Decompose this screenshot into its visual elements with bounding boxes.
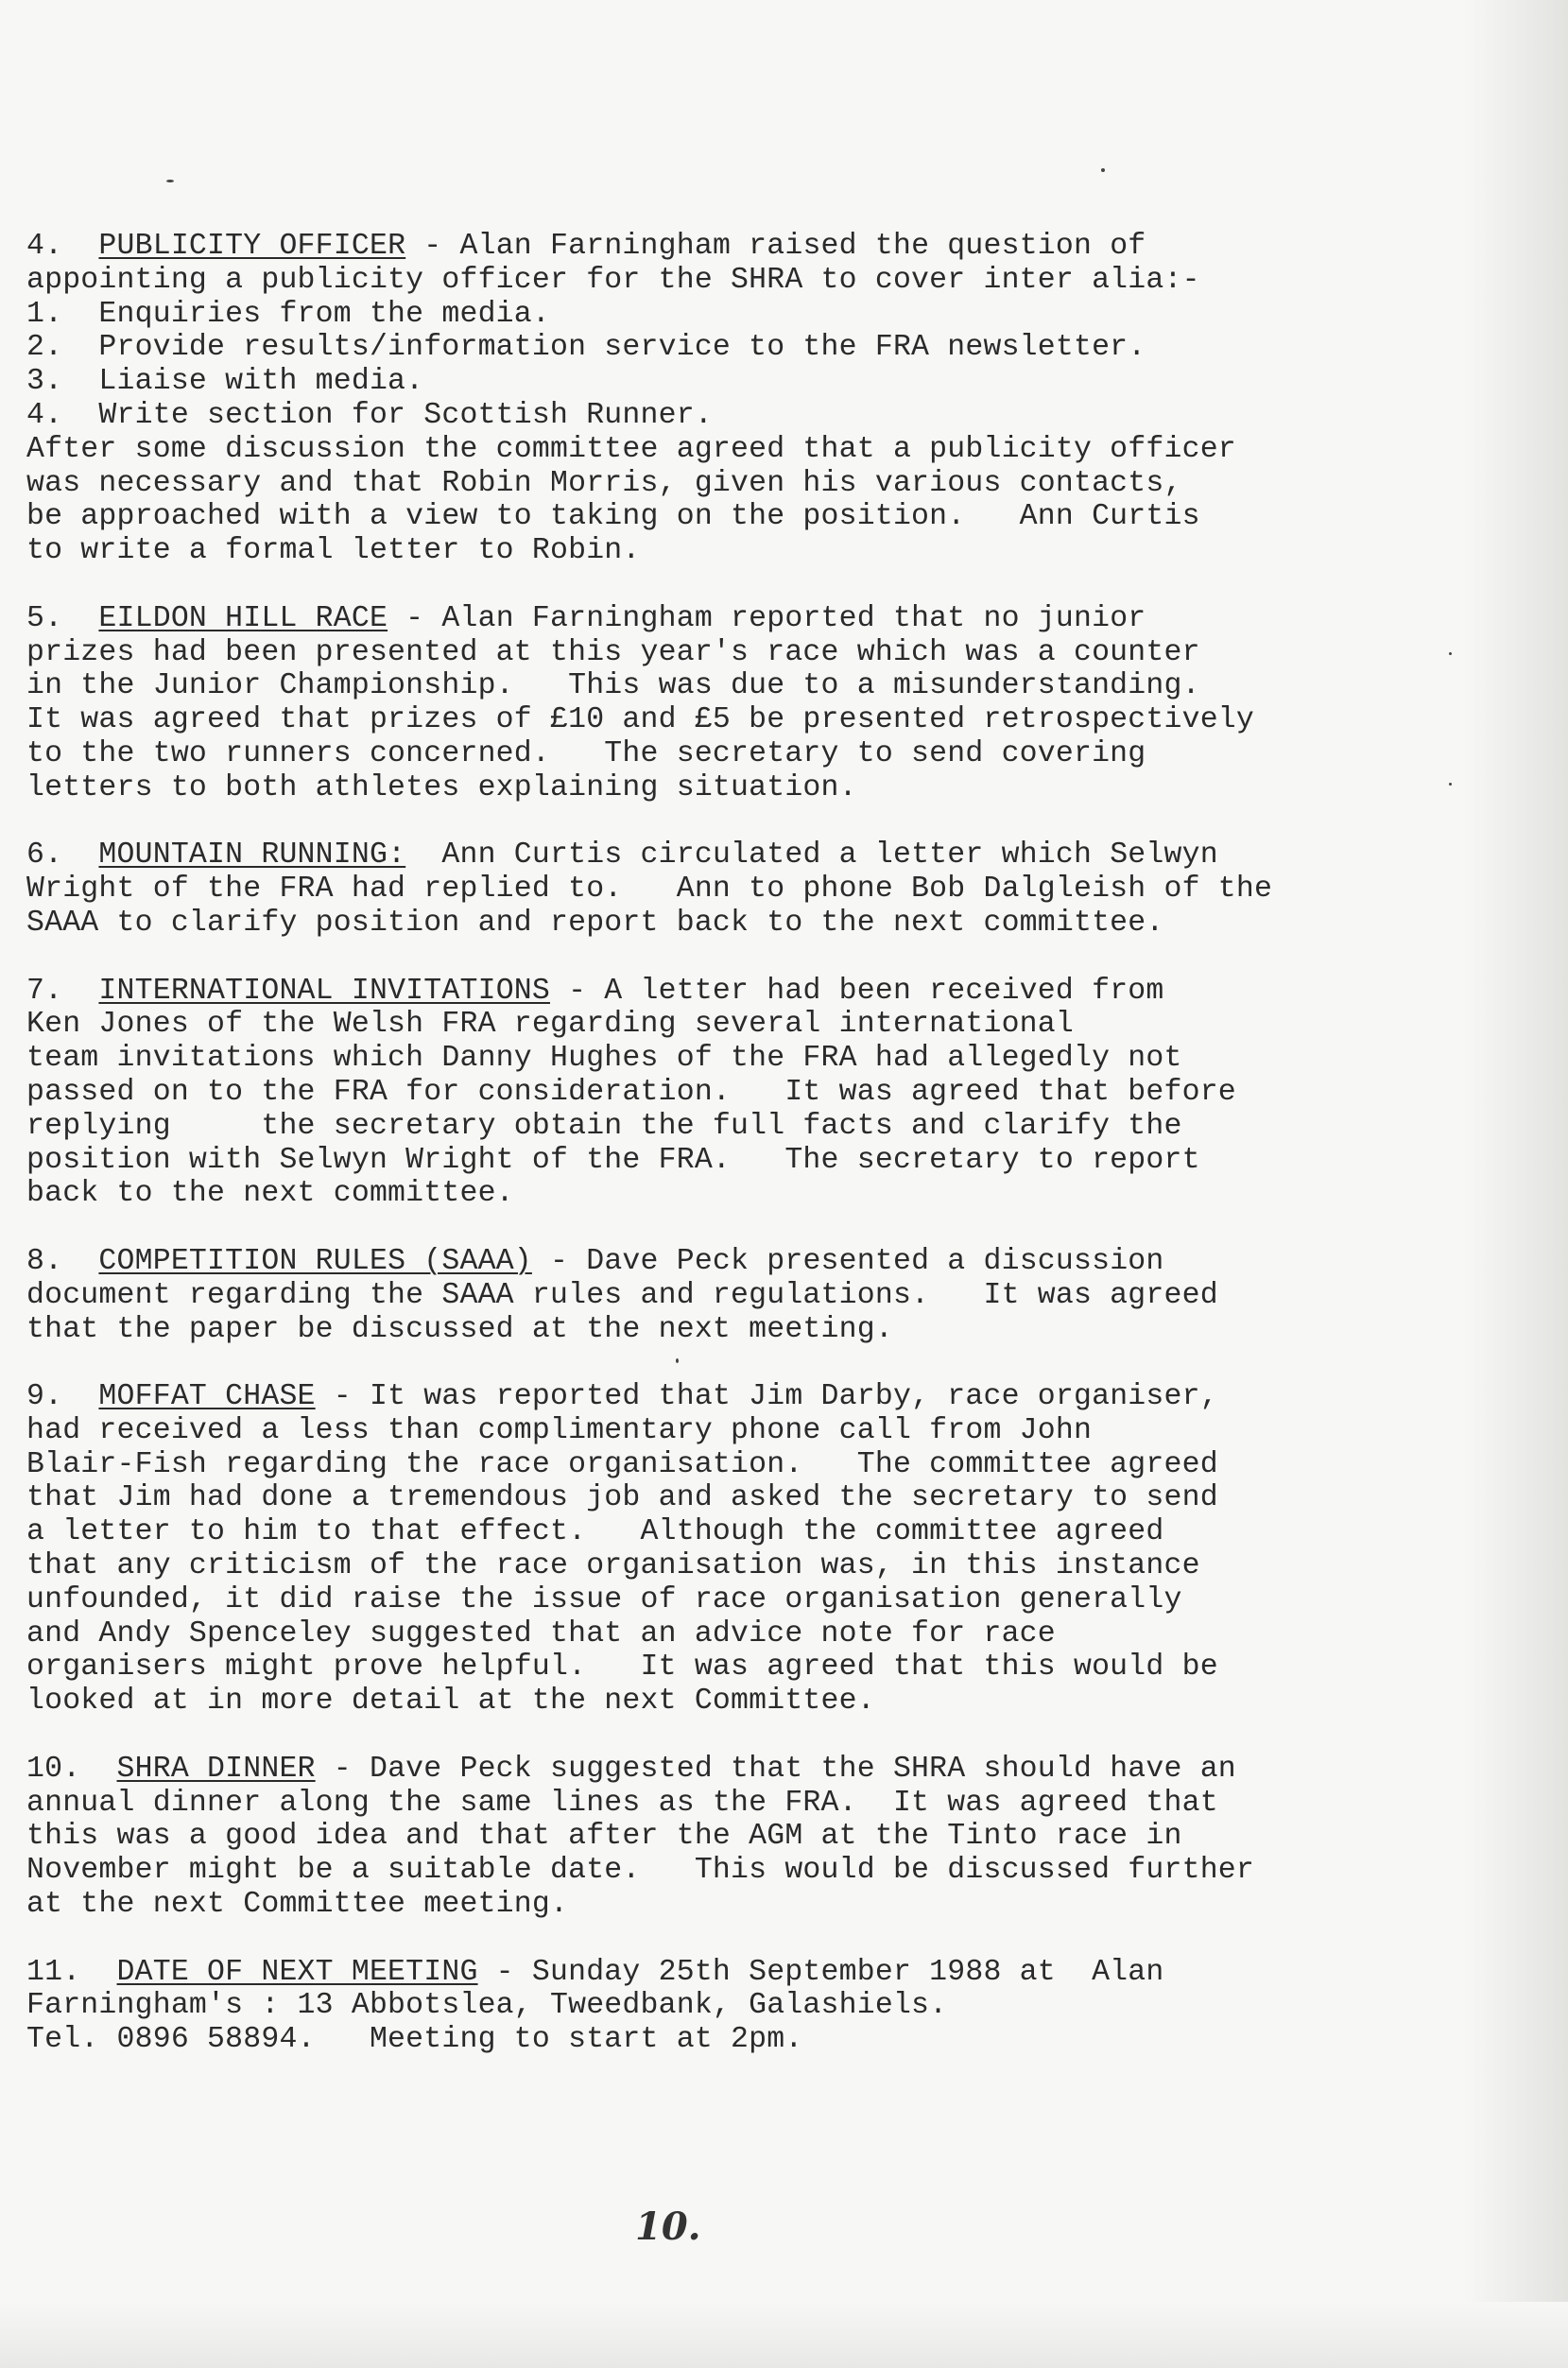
minute-line: a letter to him to that effect. Although the committee agreed (26, 1515, 1164, 1549)
minute-line: had received a less than complimentary phone call from John (26, 1413, 1093, 1447)
minute-line: to write a formal letter to Robin. (26, 534, 641, 568)
minute-line: Ken Jones of the Welsh FRA regarding several international (26, 1008, 1074, 1042)
item-heading: INTERNATIONAL INVITATIONS (98, 974, 550, 1008)
minute-item-11 (26, 1956, 1425, 2057)
minute-line: 1. Enquiries from the media. (26, 297, 550, 331)
minute-line: to the two runners concerned. The secretary to send covering (26, 736, 1146, 770)
minute-line: and Andy Spenceley suggested that an advice note for race (26, 1616, 1056, 1651)
minute-line: at the next Committee meeting. (26, 1888, 569, 1922)
meeting-minutes-body (26, 230, 1425, 2091)
minute-line: 5. EILDON HILL RACE - Alan Farningham reported that no junior (26, 601, 1146, 635)
minute-item-4 (26, 230, 1425, 568)
minute-line: back to the next committee. (26, 1177, 514, 1211)
minute-line: that any criticism of the race organisation was, in this instance (26, 1549, 1200, 1583)
minute-line: looked at in more detail at the next Committee. (26, 1685, 875, 1719)
ink-speck (1449, 783, 1452, 786)
minute-item-7 (26, 975, 1425, 1212)
item-heading: PUBLICITY OFFICER (98, 230, 406, 263)
minute-line: SAAA to clarify position and report back to the next committee. (26, 906, 1164, 940)
minute-line: 4. PUBLICITY OFFICER - Alan Farningham raised the question of (26, 230, 1146, 263)
item-heading: COMPETITION RULES (SAAA) (98, 1244, 532, 1278)
minute-line: unfounded, it did raise the issue of race organisation generally (26, 1582, 1182, 1616)
minute-item-8 (26, 1245, 1425, 1346)
minute-line: Tel. 0896 58894. Meeting to start at 2pm. (26, 2023, 803, 2057)
ink-speck (1449, 652, 1452, 655)
minute-line: letters to both athletes explaining situation. (26, 770, 857, 804)
minute-line: 6. MOUNTAIN RUNNING: Ann Curtis circulated a letter which Selwyn (26, 838, 1218, 873)
ink-speck (1101, 168, 1105, 172)
minute-line: in the Junior Championship. This was due to a misunderstanding. (26, 669, 1200, 703)
minute-item-10 (26, 1753, 1425, 1922)
minute-line: that the paper be discussed at the next meeting. (26, 1312, 893, 1346)
minute-line: 4. Write section for Scottish Runner. (26, 398, 713, 432)
minute-line: 3. Liaise with media. (26, 365, 424, 399)
ink-speck (166, 180, 174, 182)
minute-line: passed on to the FRA for consideration. It was agreed that before (26, 1075, 1236, 1109)
minute-line: Wright of the FRA had replied to. Ann to phone Bob Dalgleish of the (26, 873, 1273, 907)
page-number: 10. (635, 2204, 701, 2249)
minute-line: team invitations which Danny Hughes of the FRA had allegedly not (26, 1042, 1182, 1076)
page-edge-shadow (1464, 0, 1568, 2368)
page-bottom-shadow (0, 2302, 1568, 2368)
minute-line: appointing a publicity officer for the SHRA to cover inter alia:- (26, 263, 1200, 297)
minute-line: was necessary and that Robin Morris, given his various contacts, (26, 466, 1182, 500)
minute-line: be approached with a view to taking on the position. Ann Curtis (26, 500, 1200, 534)
minute-line: position with Selwyn Wright of the FRA. The secretary to report (26, 1143, 1200, 1177)
minute-line: this was a good idea and that after the AGM at the Tinto race in (26, 1820, 1182, 1854)
minute-line: 10. SHRA DINNER - Dave Peck suggested that the SHRA should have an (26, 1752, 1236, 1786)
minute-item-6 (26, 838, 1425, 940)
minute-line: annual dinner along the same lines as the FRA. It was agreed that (26, 1786, 1218, 1820)
minute-item-5 (26, 602, 1425, 805)
minute-line: that Jim had done a tremendous job and asked the secretary to send (26, 1481, 1218, 1515)
item-heading: SHRA DINNER (116, 1752, 316, 1786)
minute-line: 2. Provide results/information service to the FRA newsletter. (26, 331, 1146, 365)
minute-line: replying the secretary obtain the full facts and clarify the (26, 1109, 1182, 1143)
item-heading: EILDON HILL RACE (98, 601, 388, 635)
minute-line: 7. INTERNATIONAL INVITATIONS - A letter had been received from (26, 974, 1164, 1008)
minute-line: document regarding the SAAA rules and regulations. It was agreed (26, 1278, 1218, 1312)
minute-item-9 (26, 1380, 1425, 1719)
minute-line: After some discussion the committee agreed that a publicity officer (26, 432, 1236, 466)
item-heading: MOUNTAIN RUNNING: (98, 838, 406, 873)
minute-line: 11. DATE OF NEXT MEETING - Sunday 25th September 1988 at Alan (26, 1955, 1164, 1989)
minute-line: prizes had been presented at this year's race which was a counter (26, 635, 1200, 669)
minute-line: It was agreed that prizes of £10 and £5 be presented retrospectively (26, 703, 1255, 737)
item-heading: DATE OF NEXT MEETING (116, 1955, 478, 1989)
item-heading: MOFFAT CHASE (98, 1380, 316, 1414)
minute-line: Blair-Fish regarding the race organisation. The committee agreed (26, 1447, 1218, 1481)
minute-line: November might be a suitable date. This would be discussed further (26, 1854, 1255, 1888)
minute-line: Farningham's : 13 Abbotslea, Tweedbank, Galashiels. (26, 1989, 948, 2023)
minute-line: 9. MOFFAT CHASE - It was reported that Jim Darby, race organiser, (26, 1380, 1218, 1414)
minute-line: 8. COMPETITION RULES (SAAA) - Dave Peck presented a discussion (26, 1244, 1164, 1278)
minute-line: organisers might prove helpful. It was agreed that this would be (26, 1651, 1218, 1685)
